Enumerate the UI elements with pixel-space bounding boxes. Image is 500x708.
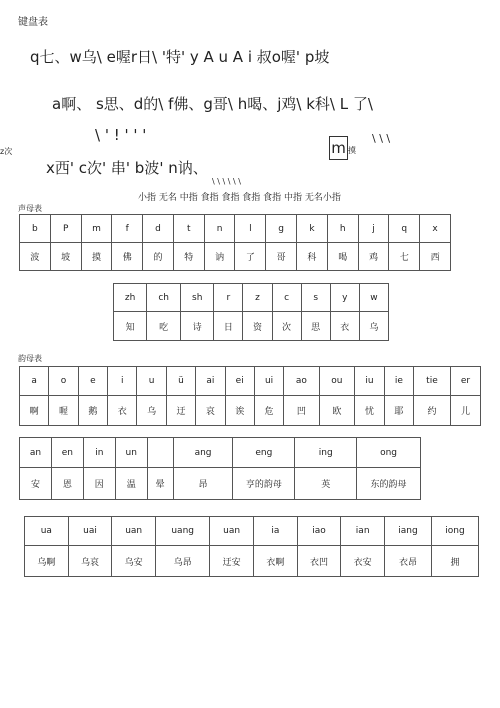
table-cell: l: [235, 215, 266, 243]
table-cell: 迂安: [210, 546, 254, 577]
table-cell: tie: [414, 367, 451, 396]
table-cell: t: [173, 215, 204, 243]
table-cell: 乌昂: [156, 546, 210, 577]
table-cell: a: [20, 367, 49, 396]
table-cell: e: [78, 367, 107, 396]
table-cell: ch: [147, 284, 181, 312]
yunmu-table-2: [19, 437, 421, 500]
table-cell: 亨的韵母: [233, 468, 295, 500]
table-cell: er: [450, 367, 480, 396]
table-cell: 喔: [49, 396, 78, 426]
table-cell: 了: [235, 243, 266, 271]
m-key-char: 摸: [348, 146, 356, 155]
table-cell: ai: [196, 367, 225, 396]
table-cell: iu: [355, 367, 384, 396]
table-row: [114, 284, 389, 312]
table-cell: 拥: [431, 546, 478, 577]
table-cell: 温: [115, 468, 147, 500]
shengmu-table-2: [113, 283, 389, 341]
table-cell: 的: [143, 243, 174, 271]
keyboard-row-1: q七、w乌\ e喔r日\ '特' y A u A i 叔o喔' p坡: [30, 48, 330, 66]
table-cell: 昂: [173, 468, 233, 500]
table-cell: 啊: [20, 396, 49, 426]
table-cell: b: [20, 215, 51, 243]
table-cell: ia: [253, 517, 297, 546]
table-cell: un: [115, 438, 147, 468]
table-cell: j: [358, 215, 389, 243]
table-cell: o: [49, 367, 78, 396]
table-cell: 乌啊: [25, 546, 69, 577]
finger-labels: 小指 无名 中指 食指 食指 食指 食指 中指 无名小指: [138, 193, 341, 203]
table-cell: 乌: [137, 396, 166, 426]
table-cell: x: [420, 215, 451, 243]
table-cell: n: [204, 215, 235, 243]
table-cell: 鸡: [358, 243, 389, 271]
table-cell: 坡: [50, 243, 81, 271]
table-cell: 波: [20, 243, 51, 271]
table-cell: iao: [297, 517, 341, 546]
table-cell: 英: [295, 468, 357, 500]
table-cell: d: [143, 215, 174, 243]
table-cell: eng: [233, 438, 295, 468]
table-cell: P: [50, 215, 81, 243]
table-cell: [147, 438, 173, 468]
table-cell: 东的韵母: [357, 468, 421, 500]
table-cell: u: [137, 367, 166, 396]
table-cell: h: [327, 215, 358, 243]
table-cell: g: [266, 215, 297, 243]
table-cell: 衣: [330, 312, 359, 341]
table-cell: ou: [319, 367, 355, 396]
table-cell: 衣安: [341, 546, 385, 577]
table-cell: zh: [114, 284, 147, 312]
table-cell: iong: [431, 517, 478, 546]
table-cell: 乌: [359, 312, 388, 341]
table-cell: ing: [295, 438, 357, 468]
yunmu-label: 韵母表: [18, 354, 42, 363]
table-cell: sh: [181, 284, 214, 312]
table-cell: 讷: [204, 243, 235, 271]
table-cell: ong: [357, 438, 421, 468]
table-cell: y: [330, 284, 359, 312]
table-cell: 佛: [112, 243, 143, 271]
keyboard-row-3-left: z次: [0, 147, 13, 156]
table-cell: iang: [385, 517, 432, 546]
table-cell: 因: [83, 468, 115, 500]
table-cell: 儿: [450, 396, 480, 426]
table-cell: 欧: [319, 396, 355, 426]
table-cell: ian: [341, 517, 385, 546]
table-cell: i: [108, 367, 137, 396]
page-title: 键盘表: [18, 17, 48, 28]
table-cell: ang: [173, 438, 233, 468]
table-cell: ie: [384, 367, 413, 396]
table-cell: 特: [173, 243, 204, 271]
table-cell: 衣凹: [297, 546, 341, 577]
table-cell: 衣昂: [385, 546, 432, 577]
keyboard-row-3-right-marks: \ \ \: [372, 132, 391, 145]
table-cell: uan: [112, 517, 156, 546]
table-cell: 凹: [284, 396, 319, 426]
table-cell: 吃: [147, 312, 181, 341]
table-cell: 知: [114, 312, 147, 341]
table-row: [20, 243, 451, 271]
table-cell: 哀: [196, 396, 225, 426]
table-cell: q: [389, 215, 420, 243]
table-cell: 鹅: [78, 396, 107, 426]
table-cell: 恩: [51, 468, 83, 500]
table-cell: w: [359, 284, 388, 312]
table-cell: 晕: [147, 468, 173, 500]
table-cell: 资: [243, 312, 272, 341]
table-cell: 诗: [181, 312, 214, 341]
table-row: [20, 367, 481, 396]
table-cell: in: [83, 438, 115, 468]
table-cell: m: [81, 215, 112, 243]
table-cell: ua: [25, 517, 69, 546]
table-row: [20, 215, 451, 243]
m-key-box: m: [329, 136, 348, 160]
table-cell: an: [20, 438, 52, 468]
table-cell: r: [214, 284, 243, 312]
table-cell: ü: [166, 367, 195, 396]
yunmu-table-1: [19, 366, 481, 426]
table-cell: ui: [254, 367, 283, 396]
table-cell: 日: [214, 312, 243, 341]
table-cell: 乌安: [112, 546, 156, 577]
table-cell: 衣啊: [253, 546, 297, 577]
table-cell: ao: [284, 367, 319, 396]
shengmu-label: 声母表: [18, 204, 42, 213]
table-cell: 迂: [166, 396, 195, 426]
table-cell: uang: [156, 517, 210, 546]
table-cell: 科: [297, 243, 328, 271]
table-cell: 哥: [266, 243, 297, 271]
table-row: [20, 438, 421, 468]
keyboard-row-2: a啊、 s思、d的\ f佛、g哥\ h喝、j鸡\ k科\ L 了\: [52, 95, 373, 113]
table-row: [25, 517, 479, 546]
table-cell: 喝: [327, 243, 358, 271]
table-cell: uai: [68, 517, 112, 546]
table-cell: uan: [210, 517, 254, 546]
table-cell: 约: [414, 396, 451, 426]
table-row: [114, 312, 389, 341]
table-row: [25, 546, 479, 577]
table-cell: ei: [225, 367, 254, 396]
table-cell: z: [243, 284, 272, 312]
keyboard-row-3-marks: \ ' ! ' ' ': [95, 126, 147, 144]
shengmu-table-1: [19, 214, 451, 271]
keyboard-row-5-marks: \ \ \ \ \ \: [212, 177, 241, 186]
table-row: [20, 396, 481, 426]
table-cell: 耶: [384, 396, 413, 426]
table-cell: s: [301, 284, 330, 312]
table-cell: 七: [389, 243, 420, 271]
table-cell: f: [112, 215, 143, 243]
table-cell: 摸: [81, 243, 112, 271]
table-cell: 危: [254, 396, 283, 426]
table-cell: 衣: [108, 396, 137, 426]
table-cell: 次: [272, 312, 301, 341]
table-cell: c: [272, 284, 301, 312]
table-cell: 安: [20, 468, 52, 500]
keyboard-row-4: x西' c次' 串' b波' n讷、: [46, 159, 208, 177]
table-cell: 忧: [355, 396, 384, 426]
yunmu-table-3: [24, 516, 479, 577]
table-cell: 西: [420, 243, 451, 271]
table-cell: k: [297, 215, 328, 243]
table-cell: 思: [301, 312, 330, 341]
table-cell: 诶: [225, 396, 254, 426]
table-cell: 乌哀: [68, 546, 112, 577]
table-cell: en: [51, 438, 83, 468]
table-row: [20, 468, 421, 500]
